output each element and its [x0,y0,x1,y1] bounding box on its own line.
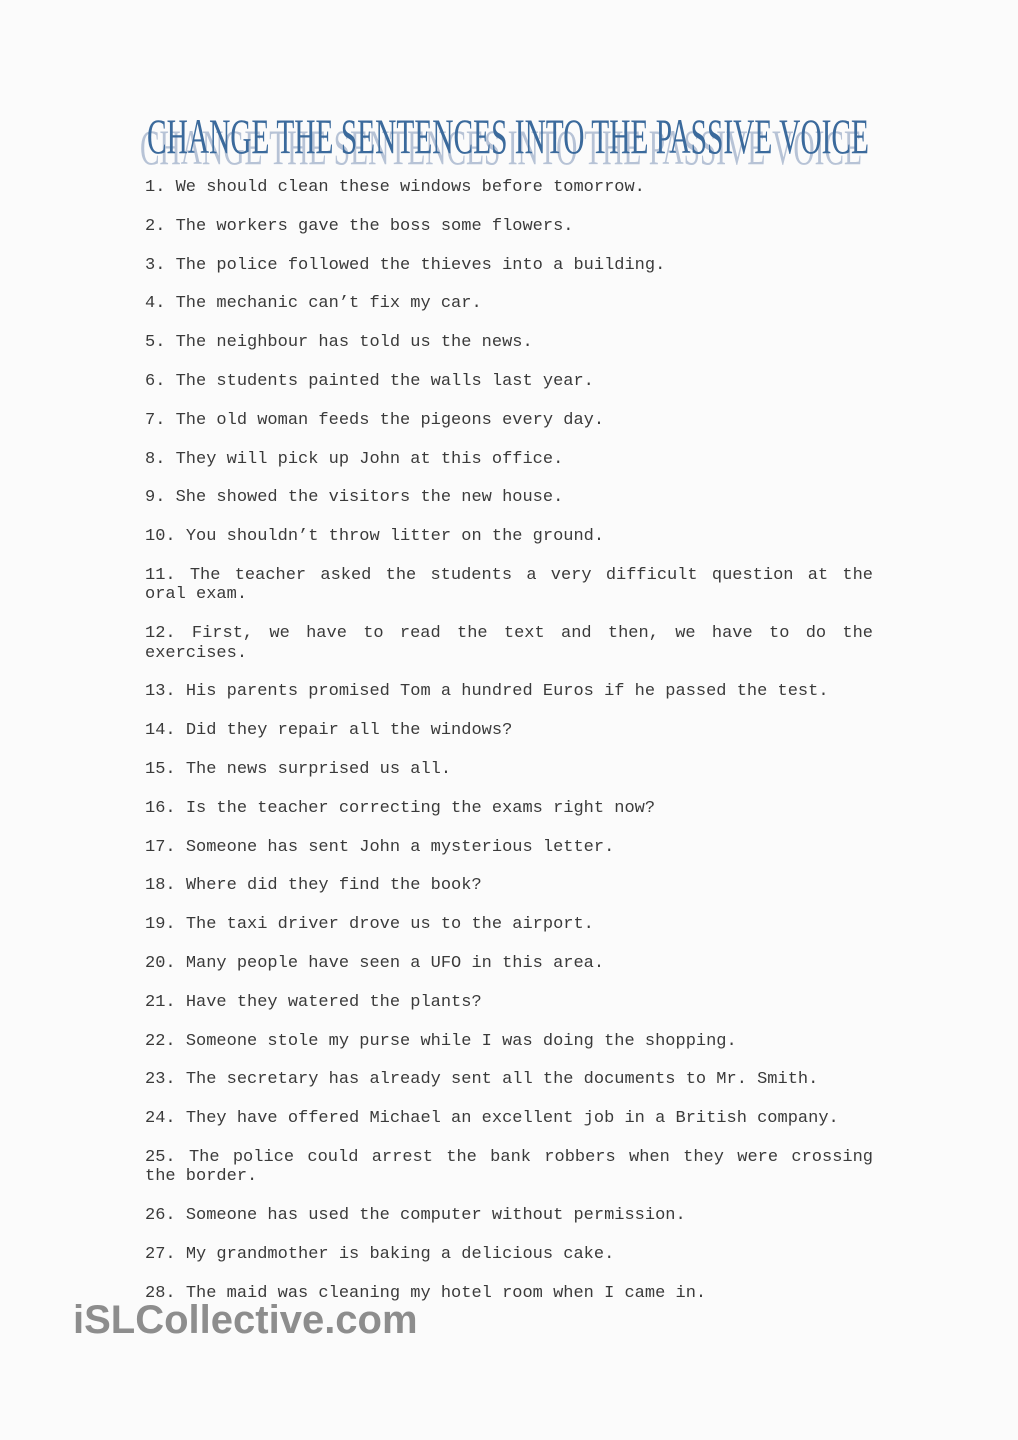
sentence-item [145,799,873,818]
sentence-number: 28. [145,1283,176,1303]
sentence-text: Did they repair all the windows? [185,721,513,741]
sentence-item [145,488,873,507]
sentence-text: The students painted the walls last year. [175,371,594,391]
sentence-text: Someone has sent John a mysterious letter. [185,837,615,857]
sentence-number: 8. [145,449,166,469]
sentence-item [145,1032,873,1051]
sentence-number: 20. [145,953,176,973]
sentence-number: 10. [145,527,176,547]
sentence-item [145,993,873,1012]
sentence-item [145,838,873,857]
sentence-number: 17. [145,837,176,857]
sentence-number: 4. [145,294,166,314]
sentence-item [145,527,873,546]
sentence-number: 21. [145,992,176,1012]
sentence-text: First, we have to read the text and then, we have to do the exercises. [145,624,873,663]
sentence-item [145,760,873,779]
sentence-text: Many people have seen a UFO in this area. [185,953,605,973]
sentence-item [145,1206,873,1225]
sentence-text: The police could arrest the bank robbers when they were crossing the border. [145,1147,874,1187]
sentence-text: We should clean these windows before tomorrow. [175,178,645,197]
sentence-number: 7. [145,410,166,430]
sentence-item [145,1284,873,1303]
sentence-number: 11. [145,565,176,585]
sentence-number: 2. [145,216,166,236]
sentence-text: The old woman feeds the pigeons every day. [175,410,605,430]
sentence-text: Have they watered the plants? [185,992,482,1012]
sentence-item [145,721,873,740]
sentence-item [145,256,873,275]
sentence-number: 16. [145,798,176,818]
sentence-text: The workers gave the boss some flowers. [175,216,574,236]
sentence-text: The news surprised us all. [185,759,452,779]
sentence-item [145,1109,873,1128]
sentence-text: The taxi driver drove us to the airport. [185,915,594,935]
sentence-number: 27. [145,1244,176,1264]
sentence-item [145,217,873,236]
sentence-number: 14. [145,721,176,741]
sentence-item [145,178,873,197]
sentence-text: The police followed the thieves into a building. [175,255,666,275]
sentence-number: 23. [145,1070,176,1090]
sentence-item [145,876,873,895]
sentence-text: The maid was cleaning my hotel room when I came in. [185,1283,707,1303]
watermark: iSLCollective.com [73,1298,418,1342]
sentence-item [145,915,873,934]
sentence-text: Someone stole my purse while I was doing the shopping. [185,1031,737,1051]
sentence-number: 26. [145,1206,176,1226]
sentence-number: 18. [145,876,176,896]
sentence-item [145,411,873,430]
sentence-item [145,1148,873,1187]
sentence-number: 15. [145,759,176,779]
sentence-text: The teacher asked the students a very difficult question at the oral exam. [145,565,873,605]
sentence-text: The neighbour has told us the news. [175,333,533,353]
sentence-item [145,1245,873,1264]
sentence-text: His parents promised Tom a hundred Euros if he passed the test. [185,682,829,702]
sentence-text: My grandmother is baking a delicious cake. [185,1244,615,1264]
sentence-item [145,566,873,605]
sentence-list [145,178,873,1323]
sentence-text: They have offered Michael an excellent job in a British company. [185,1109,839,1129]
sentence-item [145,333,873,352]
sentence-text: The secretary has already sent all the documents to Mr. Smith. [185,1070,819,1090]
worksheet-title: CHANGE THE SENTENCES INTO THE PASSIVE VOICE [147,108,869,164]
sentence-number: 13. [145,682,176,702]
sentence-number: 22. [145,1031,176,1051]
sentence-number: 3. [145,255,166,275]
sentence-item [145,372,873,391]
sentence-number: 5. [145,333,166,353]
sentence-text: Is the teacher correcting the exams right now? [185,798,656,818]
sentence-text: The mechanic can’t fix my car. [175,294,482,314]
sentence-number: 25. [145,1147,176,1167]
sentence-number: 19. [145,915,176,935]
sentence-item [145,294,873,313]
sentence-item [145,954,873,973]
sentence-number: 12. [145,624,176,644]
sentence-text: Where did they find the book? [185,876,482,896]
sentence-text: They will pick up John at this office. [175,449,564,469]
sentence-item [145,450,873,469]
sentence-item [145,624,873,663]
sentence-number: 1. [145,178,166,197]
sentence-number: 24. [145,1109,176,1129]
sentence-number: 6. [145,371,166,391]
sentence-item [145,1070,873,1089]
sentence-item [145,682,873,701]
sentence-text: She showed the visitors the new house. [175,488,564,508]
sentence-text: Someone has used the computer without permission. [185,1206,686,1226]
sentence-number: 9. [145,488,166,508]
sentence-text: You shouldn’t throw litter on the ground. [185,527,605,547]
